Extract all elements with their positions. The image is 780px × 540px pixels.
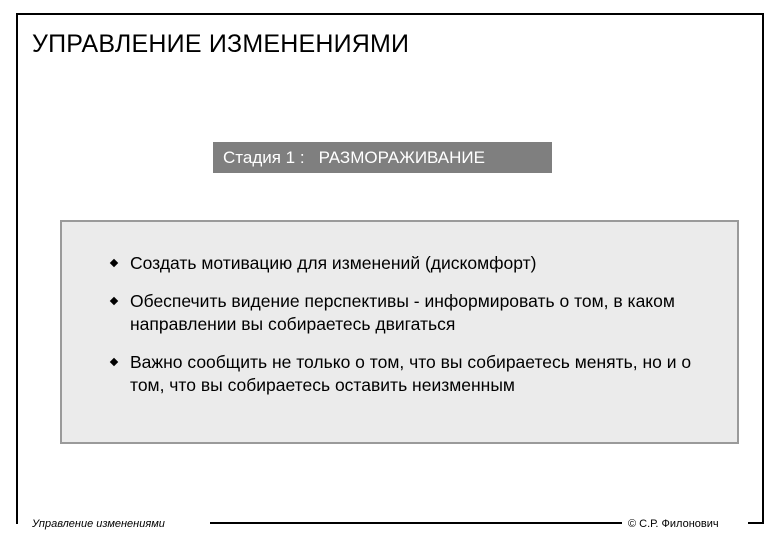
bullet-item <box>110 252 730 275</box>
slide-title: УПРАВЛЕНИЕ ИЗМЕНЕНИЯМИ <box>32 30 410 58</box>
bullet-list <box>110 252 730 412</box>
footer-left: Управление изменениями <box>18 518 210 530</box>
diamond-bullet-icon <box>110 358 118 366</box>
footer-right: © С.Р. Филонович <box>622 518 748 530</box>
diamond-bullet-icon <box>110 259 118 267</box>
bullet-text: Создать мотивацию для изменений (дискомфорт) <box>130 253 537 273</box>
bullet-item <box>110 351 730 397</box>
bullet-text: Обеспечить видение перспективы - информировать о том, в каком направлении вы собираетесь двигаться <box>130 291 675 334</box>
diamond-bullet-icon <box>110 297 118 305</box>
bullet-item <box>110 290 730 336</box>
stage-name: РАЗМОРАЖИВАНИЕ <box>318 147 485 167</box>
stage-label <box>213 142 552 173</box>
stage-number: Стадия 1 : <box>223 147 305 167</box>
bullet-text: Важно сообщить не только о том, что вы собираетесь менять, но и о том, что вы собираетесь оставить неизменным <box>130 352 692 395</box>
